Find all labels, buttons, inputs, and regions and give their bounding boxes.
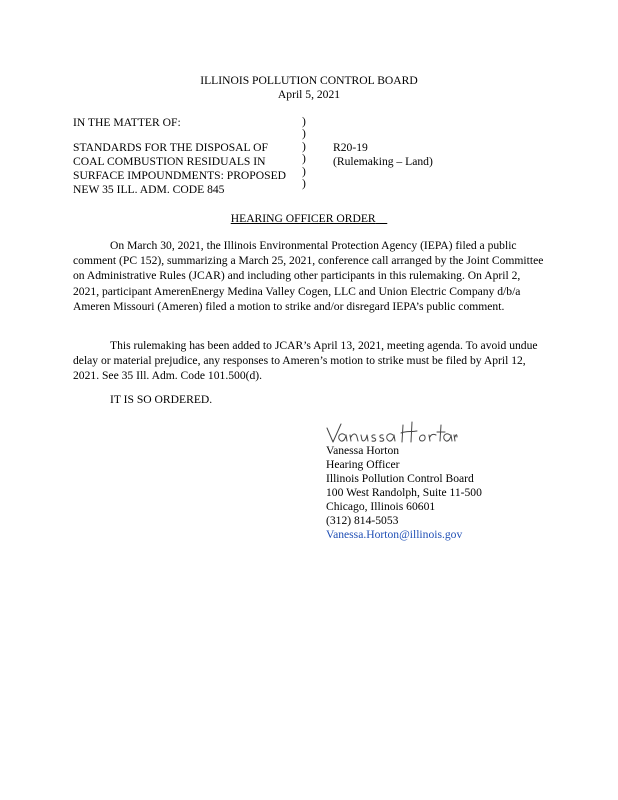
order-title bbox=[0, 212, 618, 225]
caption-paren: ) bbox=[302, 152, 306, 166]
matter-label: IN THE MATTER OF: bbox=[73, 116, 181, 129]
signer-email-link[interactable]: Vanessa.Horton@illinois.gov bbox=[326, 528, 463, 541]
case-title-line: SURFACE IMPOUNDMENTS: PROPOSED bbox=[73, 169, 287, 182]
caption-paren: ) bbox=[302, 164, 306, 178]
agency-heading: ILLINOIS POLLUTION CONTROL BOARD bbox=[200, 74, 418, 87]
signer-name: Vanessa Horton bbox=[326, 444, 400, 457]
signer-city: Chicago, Illinois 60601 bbox=[326, 500, 436, 513]
signer-title: Hearing Officer bbox=[326, 458, 400, 471]
caption-parentheses bbox=[302, 116, 306, 190]
caption-paren: ) bbox=[302, 139, 306, 153]
case-title-line: NEW 35 ILL. ADM. CODE 845 bbox=[73, 183, 225, 196]
document-date: April 5, 2021 bbox=[277, 88, 341, 101]
case-title-line: COAL COMBUSTION RESIDUALS IN bbox=[73, 155, 266, 168]
caption-paren: ) bbox=[302, 115, 306, 128]
closing-statement: IT IS SO ORDERED. bbox=[110, 393, 213, 406]
docket-type: (Rulemaking – Land) bbox=[333, 155, 433, 168]
caption-paren: ) bbox=[302, 127, 306, 141]
caption-paren: ) bbox=[302, 176, 306, 190]
signer-phone: (312) 814-5053 bbox=[326, 514, 399, 527]
signer-organization: Illinois Pollution Control Board bbox=[326, 472, 474, 485]
body-paragraph-2: This rulemaking has been added to JCAR’s April 13, 2021, meeting agenda. To avoid undue delay or material prejudice, any responses to Ameren’s motion to strike must be filed by April 12, 2021. See 35 Ill. Adm. Code 101.500(d). bbox=[73, 339, 538, 383]
docket-number: R20-19 bbox=[333, 141, 368, 154]
body-paragraph-1: On March 30, 2021, the Illinois Environmental Protection Agency (IEPA) filed a public comment (PC 152), summarizing a March 25, 2021, conference call arranged by the Joint Committee on Administrative Rules (JCAR) and including other participants in this rulemaking. On April 2, 2021, participant AmerenEnergy Medina Valley Cogen, LLC and Union Electric Company d/b/a Ameren Missouri (Ameren) filed a motion to strike and/or disregard IEPA’s public comment. bbox=[73, 239, 544, 313]
case-title-line: STANDARDS FOR THE DISPOSAL OF bbox=[73, 141, 268, 154]
signer-address: 100 West Randolph, Suite 11-500 bbox=[326, 486, 482, 499]
order-title-text: HEARING OFFICER ORDER bbox=[230, 212, 376, 225]
